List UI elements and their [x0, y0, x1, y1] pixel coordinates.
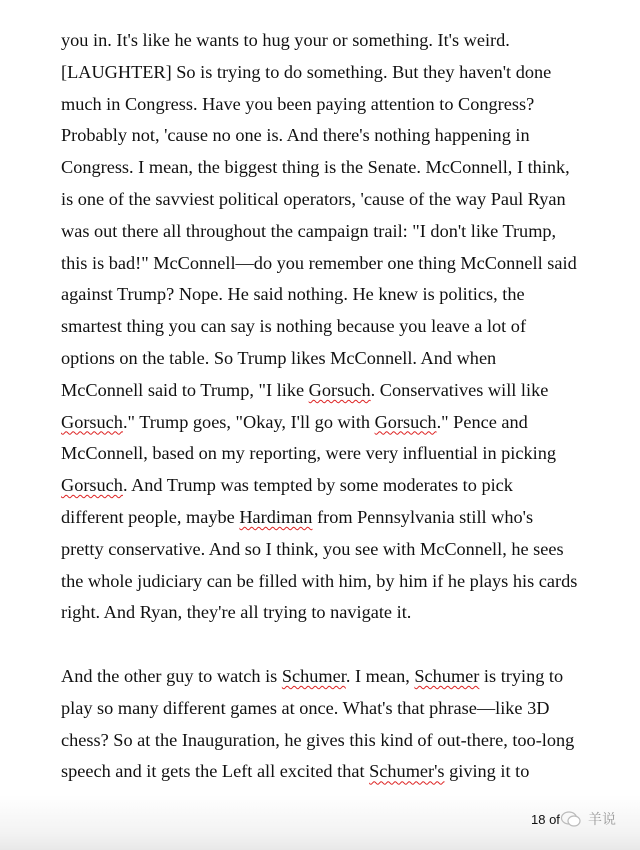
text-line: [LAUGHTER] So is trying to do something. But they haven't done	[61, 61, 552, 82]
text-line: against Trump? Nope. He said nothing. He knew is politics, the	[61, 284, 525, 305]
text-line: was out there all throughout the campaign trail: "I don't like Trump,	[61, 220, 557, 241]
text-line: different people, maybe Hardiman from Pennsylvania still who's	[61, 506, 534, 527]
spellcheck-flagged-word[interactable]: Gorsuch	[308, 379, 371, 400]
watermark-text: 羊说	[588, 812, 616, 828]
text-line: this is bad!" McConnell—do you remember one thing McConnell said	[61, 252, 577, 273]
paragraph-gap	[61, 629, 621, 661]
text-line: the whole judiciary can be filled with him, by him if he plays his cards	[61, 570, 578, 591]
text-line: Gorsuch. And Trump was tempted by some moderates to pick	[61, 475, 513, 496]
text-line: is one of the savviest political operators, 'cause of the way Paul Ryan	[61, 188, 566, 209]
text-line: play so many different games at once. What's that phrase—like 3D	[61, 697, 550, 718]
paragraph	[61, 25, 621, 629]
spellcheck-flagged-word[interactable]: Hardiman	[239, 506, 313, 527]
text-line: And the other guy to watch is Schumer. I mean, Schumer is trying to	[61, 665, 564, 686]
text-line: right. And Ryan, they're all trying to navigate it.	[61, 602, 412, 623]
text-line: chess? So at the Inauguration, he gives this kind of out-there, too-long	[61, 729, 575, 750]
spellcheck-flagged-word[interactable]: Gorsuch	[374, 411, 437, 432]
text-line: you in. It's like he wants to hug your or something. It's weird.	[61, 30, 510, 50]
text-line: options on the table. So Trump likes McConnell. And when	[61, 347, 497, 368]
text-line: pretty conservative. And so I think, you see with McConnell, he sees	[61, 538, 564, 559]
text-line: much in Congress. Have you been paying attention to Congress?	[61, 93, 535, 114]
document-body	[61, 25, 621, 788]
spellcheck-flagged-word[interactable]: Schumer	[281, 665, 346, 686]
paragraph	[61, 661, 621, 788]
text-line: speech and it gets the Left all excited that Schumer's giving it to	[61, 761, 530, 782]
text-line: McConnell, based on my reporting, were very influential in picking	[61, 443, 556, 464]
spellcheck-flagged-word[interactable]: Gorsuch	[61, 475, 123, 496]
text-line: McConnell said to Trump, "I like Gorsuch. Conservatives will like	[61, 379, 549, 400]
text-line: Congress. I mean, the biggest thing is the Senate. McConnell, I think,	[61, 157, 570, 178]
page-number: 18 of	[531, 812, 560, 827]
text-line: Probably not, 'cause no one is. And there's nothing happening in	[61, 125, 530, 146]
watermark	[560, 809, 616, 829]
text-line: smartest thing you can say is nothing because you leave a lot of	[61, 316, 527, 337]
spellcheck-flagged-word[interactable]: Schumer	[414, 665, 480, 686]
spellcheck-flagged-word[interactable]: Schumer's	[369, 761, 445, 782]
spellcheck-flagged-word[interactable]: Gorsuch	[61, 411, 123, 432]
wechat-logo-icon	[560, 810, 582, 828]
text-line: Gorsuch." Trump goes, "Okay, I'll go with Gorsuch." Pence and	[61, 411, 528, 432]
